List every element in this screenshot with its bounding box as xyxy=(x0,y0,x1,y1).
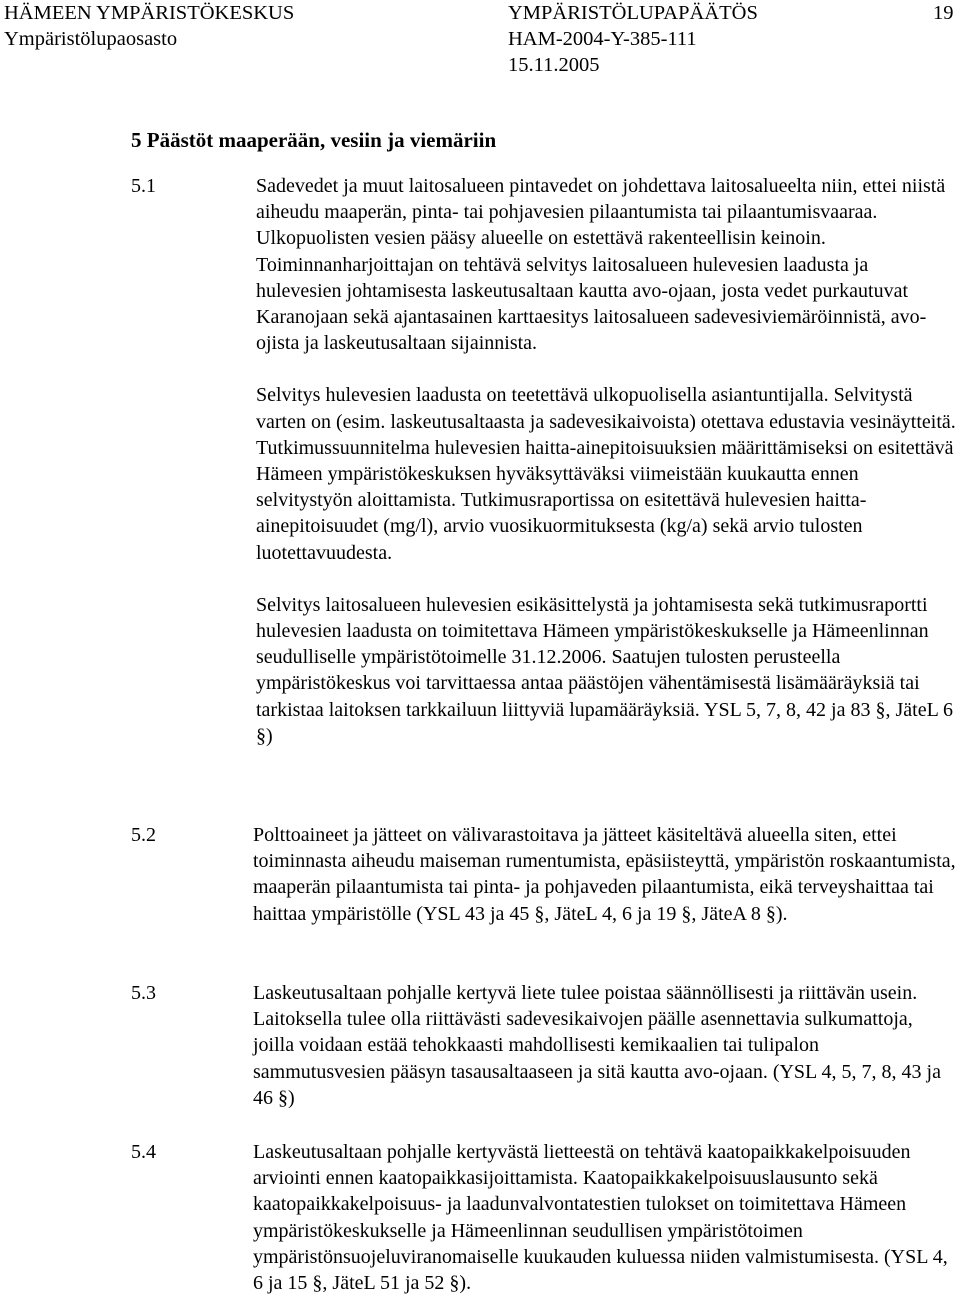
item-number: 5.3 xyxy=(131,982,156,1004)
item-number: 5.4 xyxy=(131,1141,156,1163)
item-5-2 xyxy=(253,822,956,927)
paragraph: Laskeutusaltaan pohjalle kertyvä liete tulee poistaa säännöllisesti ja riittävän usein. Laitoksella tulee olla riittävästi sadevesikaivojen päälle asennettavia sulkumattoja, joilla voidaan estää tehokkaasti mahdollisesti kemikaalien tai tulipalon sammutusvesien pääsyn tasausaltaaseen ja sitä kautta avo-ojaan. (YSL 4, 5, 7, 8, 43 ja 46 §) xyxy=(253,982,941,1109)
header-department: Ympäristölupaosasto xyxy=(4,28,178,50)
item-5-3 xyxy=(253,980,956,1111)
page-number: 19 xyxy=(933,2,954,24)
paragraph: Selvitys hulevesien laadusta on teetettävä ulkopuolisella asiantuntijalla. Selvitystä varten on (esim. laskeutusaltaasta ja sadevesikaivoista) otettava edustavia vesinäytteitä. Tutkimussuunnitelma hulevesien haitta-ainepitoisuuksien määrittämiseksi on esitettävä Hämeen ympäristökeskuksen hyväksyttäväksi viimeistään kuukautta ennen selvitystyön aloittamista. Tutkimusraportissa on esitettävä hulevesien haitta-ainepitoisuudet (mg/l), arvio vuosikuormituksesta (kg/a) sekä arvio tulosten luotettavuudesta. xyxy=(256,384,956,564)
item-number: 5.1 xyxy=(131,175,156,197)
paragraph: Laskeutusaltaan pohjalle kertyvästä lietteestä on tehtävä kaatopaikkakelpoisuuden arviointi ennen kaatopaikkasijoittamista. Kaatopaikkakelpoisuuslausunto sekä kaatopaikkakelpoisuus- ja laadunvalvontatestien tulokset on toimitettava Hämeen ympäristökeskukselle ja Hämeenlinnan seudullisen ympäristötoimen ympäristönsuojeluviranomaiselle kuukauden kuluessa niiden valmistumisesta. (YSL 4, 6 ja 15 §, JäteL 51 ja 52 §). xyxy=(253,1141,948,1295)
paragraph: Selvitys laitosalueen hulevesien esikäsittelystä ja johtamisesta sekä tutkimusraportti hulevesien laadusta on toimitettava Hämeen ympäristökeskukselle ja Hämeenlinnan seudulliselle ympäristötoimelle 31.12.2006. Saatujen tulosten perusteella ympäristökeskus voi tarvittaessa antaa päästöjen vähentämisestä lisämääräyksiä tai tarkistaa laitoksen tarkkailuun liittyviä lupamääräyksiä. YSL 5, 7, 8, 42 ja 83 §, JäteL 6 §) xyxy=(256,593,954,747)
paragraph: Polttoaineet ja jätteet on välivarastoitava ja jätteet käsiteltävä alueella siten, ettei toiminnasta aiheudu maiseman rumentumista, epäsiisteyttä, ympäristön roskaantumista, maaperän pilaantumista tai pinta- ja pohjaveden pilaantumista, eikä terveyshaittaa tai haittaa ympäristölle (YSL 43 ja 45 §, JäteL 4, 6 ja 19 §, JäteA 8 §). xyxy=(253,824,956,925)
header-document-type: YMPÄRISTÖLUPAPÄÄTÖS xyxy=(508,2,758,24)
item-5-4 xyxy=(253,1139,956,1296)
item-number: 5.2 xyxy=(131,824,156,846)
header-organization: HÄMEEN YMPÄRISTÖKESKUS xyxy=(4,2,295,24)
item-5-1 xyxy=(256,173,956,749)
section-heading: 5 Päästöt maaperään, vesiin ja viemäriin xyxy=(131,128,497,152)
paragraph: Sadevedet ja muut laitosalueen pintavedet on johdettava laitosalueelta niin, ettei niistä aiheudu maaperän, pinta- tai pohjavesien pilaantumista tai pilaantumisvaaraa. Ulkopuolisten vesien pääsy alueelle on estettävä rakenteellisin keinoin. Toiminnanharjoittajan on tehtävä selvitys laitosalueen hulevesien laadusta ja hulevesien johtamisesta laskeutusaltaan kautta avo-ojaan, josta vedet purkautuvat Karanojaan sekä ajantasainen karttaesitys laitosalueen sadevesiviemäröinnistä, avo-ojista ja laskeutusaltaan sijainnista. xyxy=(256,175,946,355)
header-date: 15.11.2005 xyxy=(508,54,600,76)
header-reference: HAM-2004-Y-385-111 xyxy=(508,28,697,50)
